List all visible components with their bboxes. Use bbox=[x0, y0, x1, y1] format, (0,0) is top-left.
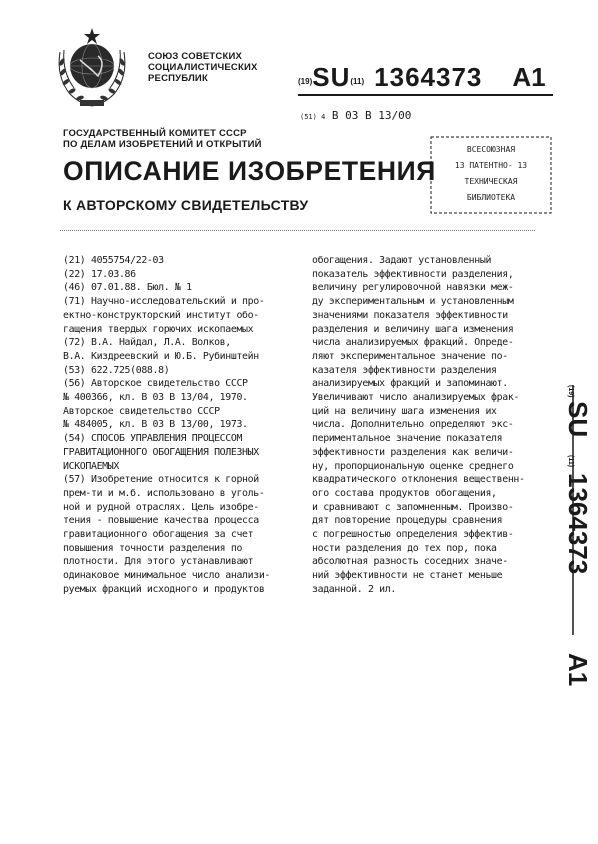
side-kind-code: A1 bbox=[563, 653, 593, 687]
text-line: (54) СПОСОБ УПРАВЛЕНИЯ ПРОЦЕССОМ bbox=[63, 433, 243, 445]
organization-line: РЕСПУБЛИК bbox=[148, 73, 208, 84]
text-line: квадратического отклонения вещественн- bbox=[312, 474, 525, 486]
left-column bbox=[63, 254, 298, 597]
text-line: разделения и величину шага изменения bbox=[312, 323, 514, 335]
text-line: эффективности разделения как величи- bbox=[312, 446, 514, 458]
text-line: заданной. 2 ил. bbox=[312, 583, 396, 595]
organization-name bbox=[148, 51, 258, 84]
ipc-value: B 03 B 13/00 bbox=[331, 109, 412, 122]
text-line: обогащения. Задают установленный bbox=[312, 255, 492, 266]
text-line: величину регулировочной навязки меж- bbox=[312, 282, 514, 294]
text-line: (46) 07.01.88. Бюл. № 1 bbox=[63, 282, 192, 294]
text-line: прем-ти и м.б. использовано в уголь- bbox=[63, 487, 265, 499]
organization-line: СОЮЗ СОВЕТСКИХ bbox=[148, 51, 243, 62]
header-rule bbox=[298, 94, 553, 96]
text-line: № 484005, кл. В 03 В 13/00, 1973. bbox=[63, 419, 248, 431]
text-line: числа анализируемых фракций. Опреде- bbox=[312, 337, 514, 349]
text-line: ГРАВИТАЦИОННОГО ОБОГАЩЕНИЯ ПОЛЕЗНЫХ bbox=[63, 446, 259, 458]
text-line: ну, пропорциональную оценке среднего bbox=[312, 460, 514, 472]
side-number-code-label: (11) bbox=[567, 455, 574, 468]
text-line: плотности. Для этого устанавливают bbox=[63, 556, 254, 568]
organization-line: СОЦИАЛИСТИЧЕСКИХ bbox=[148, 62, 258, 73]
document-title: ОПИСАНИЕ ИЗОБРЕТЕНИЯ bbox=[63, 156, 436, 186]
text-line: ности разделения до тех пор, пока bbox=[312, 542, 497, 554]
section-divider bbox=[60, 230, 535, 231]
text-line: В.А. Киздреевский и Ю.Б. Рубинштейн bbox=[63, 350, 259, 362]
text-line: (57) Изобретение относится к горной bbox=[63, 474, 259, 486]
side-country-code: SU bbox=[563, 401, 593, 438]
text-line: (71) Научно-исследовательский и про- bbox=[63, 296, 265, 308]
country-code-label: (19) bbox=[298, 77, 313, 86]
text-line: абсолютная разность соседних значе- bbox=[312, 556, 508, 568]
document-subtitle: К АВТОРСКОМУ СВИДЕТЕЛЬСТВУ bbox=[63, 197, 309, 213]
number-code-label: (11) bbox=[350, 77, 365, 86]
text-line: (22) 17.03.86 bbox=[63, 268, 136, 280]
publication-number: 1364373 bbox=[374, 62, 483, 92]
stamp-line: БИБЛИОТЕКА bbox=[466, 193, 516, 202]
stamp-line: 13 ПАТЕНТНО- 13 bbox=[454, 161, 528, 170]
text-line: ной и рудной отраслях. Цель изобре- bbox=[63, 501, 259, 513]
publication-number-block bbox=[298, 62, 546, 93]
library-stamp bbox=[428, 134, 554, 216]
text-line: анализируемых фракций и запоминают. bbox=[312, 378, 508, 390]
right-column bbox=[312, 254, 540, 597]
text-line: дят повторение процедуры сравнения bbox=[312, 515, 503, 527]
country-code: SU bbox=[312, 62, 351, 92]
text-line: показатель эффективности разделения, bbox=[312, 268, 514, 280]
text-line: гащения твердых горючих ископаемых bbox=[63, 323, 254, 335]
text-line: Авторское свидетельство СССР bbox=[63, 405, 220, 417]
text-line: повышения точности разделения по bbox=[63, 542, 243, 554]
text-line: ний эффективности не станет меньше bbox=[312, 570, 503, 582]
text-line: Увеличивают число анализируемых фрак- bbox=[312, 392, 520, 404]
text-line: ду экспериментальным и установленным bbox=[312, 296, 514, 308]
text-line: ций на величину шага изменения их bbox=[312, 405, 497, 417]
committee-line: ГОСУДАРСТВЕННЫЙ КОМИТЕТ СССР bbox=[63, 128, 247, 139]
side-publication-number bbox=[525, 385, 593, 715]
text-line: ого состава продуктов обогащения, bbox=[312, 487, 497, 499]
text-line: руемых фракций исходного и продуктов bbox=[63, 583, 265, 595]
text-line: одинаковое минимальное число анализи- bbox=[63, 570, 271, 582]
text-line: периментальное значение показателя bbox=[312, 433, 503, 445]
ipc-code-label: (51) 4 bbox=[300, 113, 326, 121]
text-line: (53) 622.725(088.8) bbox=[63, 364, 170, 376]
text-line: значениями показателя эффективности bbox=[312, 309, 508, 321]
ipc-classification bbox=[300, 109, 411, 122]
text-line: казателя эффективности разделения bbox=[312, 364, 497, 376]
text-line: (56) Авторское свидетельство СССР bbox=[63, 378, 248, 390]
committee-line: ПО ДЕЛАМ ИЗОБРЕТЕНИЙ И ОТКРЫТИЙ bbox=[63, 139, 262, 150]
stamp-line: ВСЕСОЮЗНАЯ bbox=[466, 145, 516, 154]
kind-code: A1 bbox=[512, 62, 546, 92]
text-line: (21) 4055754/22-03 bbox=[63, 255, 164, 266]
committee-name bbox=[63, 128, 262, 150]
text-line: гравитационного обогащения за счет bbox=[63, 529, 254, 541]
text-line: ляют экспериментальное значение по- bbox=[312, 350, 508, 362]
text-line: и сравнивают с запомненным. Произво- bbox=[312, 501, 514, 513]
text-line: ИСКОПАЕМЫХ bbox=[63, 460, 119, 472]
text-line: числа. Дополнительно определяют экс- bbox=[312, 419, 514, 431]
text-line: № 400366, кл. В 03 В 13/04, 1970. bbox=[63, 392, 248, 404]
text-line: (72) В.А. Найдал, Л.А. Волков, bbox=[63, 337, 231, 349]
side-country-code-label: (19) bbox=[567, 385, 574, 398]
side-publication-number: 1364373 bbox=[563, 473, 593, 575]
ussr-emblem bbox=[50, 22, 134, 112]
text-line: ектно-конструкторский институт обо- bbox=[63, 309, 259, 321]
text-line: тения - повышение качества процесса bbox=[63, 515, 259, 527]
text-line: с погрешностью определения эффектив- bbox=[312, 529, 514, 541]
stamp-line: ТЕХНИЧЕСКАЯ bbox=[464, 177, 518, 186]
